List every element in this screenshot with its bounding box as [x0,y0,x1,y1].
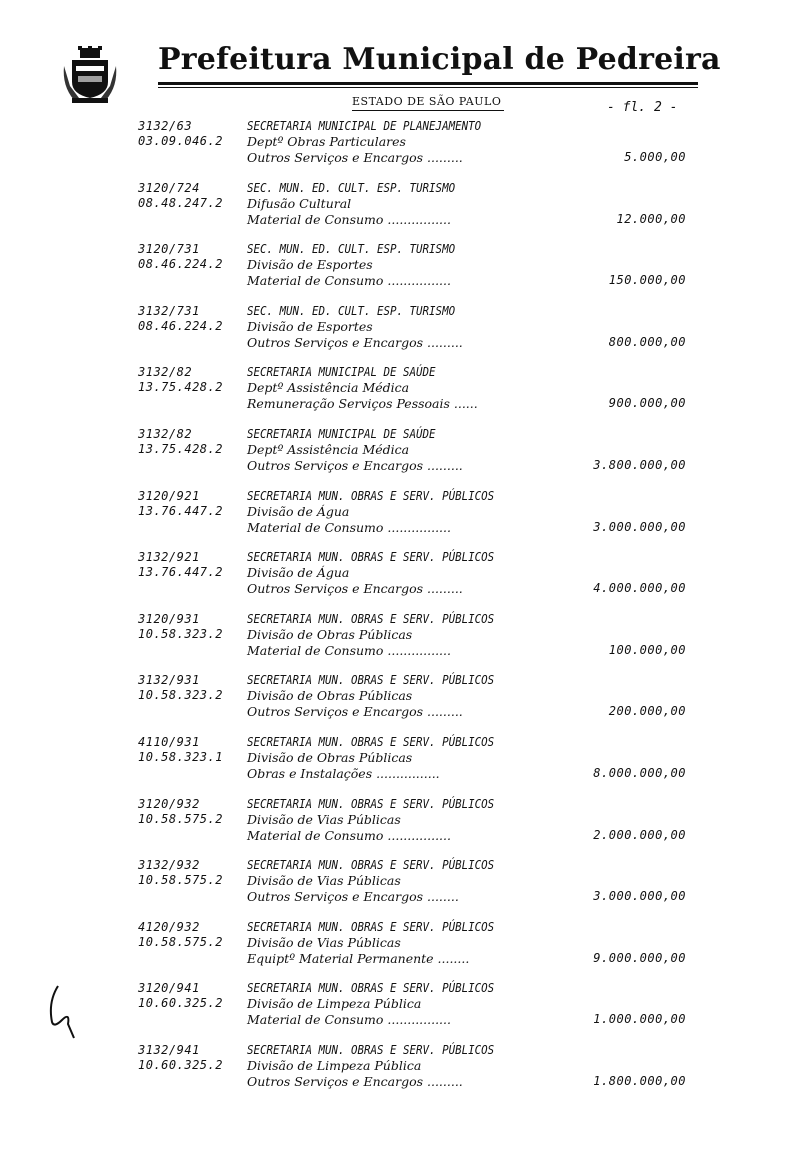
entry-program: 08.48.247.2 [138,195,223,210]
entry-unit: Divisão de Vias Públicas [247,811,401,827]
budget-entry [0,427,800,475]
entry-code: 3132/731 [138,303,200,318]
entry-code: 4120/932 [138,919,200,934]
entry-agency: SECRETARIA MUNICIPAL DE SAÚDE [247,427,436,441]
budget-entry [0,1043,800,1091]
entry-program: 10.58.323.2 [138,626,223,641]
entry-agency: SECRETARIA MUN. OBRAS E SERV. PÚBLICOS [247,673,495,688]
entry-amount: 3.000.000,00 [593,519,686,534]
budget-entry [0,489,800,537]
entry-item: Remuneração Serviços Pessoais ...... [247,396,478,412]
entry-unit: Deptº Assistência Médica [247,380,410,396]
entry-item: Material de Consumo ................ [247,642,451,658]
entry-amount: 1.000.000,00 [593,1012,686,1027]
entry-item: Material de Consumo ................ [247,273,451,289]
entry-item: Material de Consumo ................ [247,211,451,227]
entry-amount: 5.000,00 [624,150,686,164]
budget-entry [0,119,800,167]
entry-amount: 9.000.000,00 [593,950,686,965]
entry-agency: SECRETARIA MUN. OBRAS E SERV. PÚBLICOS [247,735,495,749]
entry-program: 10.58.323.1 [138,750,223,764]
entry-program: 10.60.325.2 [138,1058,223,1072]
entry-unit: Divisão de Obras Públicas [247,688,413,704]
entry-unit: Deptº Assistência Médica [247,442,410,457]
entry-program: 08.46.224.2 [138,318,223,333]
entry-amount: 900.000,00 [608,396,686,411]
entry-agency: SECRETARIA MUN. OBRAS E SERV. PÚBLICOS [247,858,495,873]
entry-program: 13.76.447.2 [138,565,223,580]
entry-amount: 2.000.000,00 [593,827,686,842]
budget-entry [0,365,800,413]
entry-unit: Divisão de Esportes [247,257,373,273]
entry-code: 4110/931 [138,735,200,749]
entry-item: Outros Serviços e Encargos ......... [247,150,463,165]
state-heading: ESTADO DE SÃO PAULO [352,95,502,108]
title-rule-thin [158,87,698,88]
entry-code: 3120/921 [138,488,200,503]
entry-unit: Divisão de Esportes [247,318,373,334]
entry-unit: Divisão de Água [247,503,350,519]
entry-unit: Divisão de Limpeza Pública [247,1058,422,1073]
budget-entry [0,612,800,660]
budget-entry [0,735,800,783]
entry-code: 3132/941 [138,1043,200,1057]
entry-code: 3120/731 [138,242,200,257]
entry-item: Outros Serviços e Encargos ......... [247,334,463,350]
entry-amount: 3.800.000,00 [593,458,686,472]
budget-entry [0,181,800,229]
entry-item: Material de Consumo ................ [247,827,451,843]
entry-code: 3132/63 [138,119,193,133]
budget-entry [0,550,800,598]
budget-entry [0,797,800,845]
budget-entry [0,673,800,721]
entry-program: 10.58.323.2 [138,688,223,703]
entry-unit: Divisão de Limpeza Pública [247,996,422,1012]
entry-item: Outros Serviços e Encargos ......... [247,704,463,720]
entry-agency: SECRETARIA MUNICIPAL DE PLANEJAMENTO [247,119,482,133]
entry-agency: SEC. MUN. ED. CULT. ESP. TURISMO [247,242,456,257]
entry-agency: SECRETARIA MUN. OBRAS E SERV. PÚBLICOS [247,981,495,996]
entry-item: Material de Consumo ................ [247,519,451,535]
entry-amount: 8.000.000,00 [593,766,686,780]
entry-item: Outros Serviços e Encargos ......... [247,581,463,597]
state-underline [352,110,504,111]
entry-code: 3120/941 [138,981,200,996]
entry-unit: Divisão de Vias Públicas [247,934,401,950]
entry-amount: 12.000,00 [616,211,686,226]
entry-code: 3132/82 [138,427,193,441]
entry-code: 3120/724 [138,180,200,195]
entry-code: 3132/921 [138,550,200,565]
entry-amount: 100.000,00 [608,642,686,657]
handwritten-initial [44,982,84,1042]
entry-agency: SECRETARIA MUN. OBRAS E SERV. PÚBLICOS [247,919,495,934]
entry-code: 3132/931 [138,673,200,688]
municipal-crest-icon [62,46,118,104]
entry-amount: 3.000.000,00 [593,889,686,904]
entry-agency: SEC. MUN. ED. CULT. ESP. TURISMO [247,303,456,318]
entry-unit: Divisão de Vias Públicas [247,873,401,889]
entry-amount: 1.800.000,00 [593,1074,686,1088]
budget-entry [0,981,800,1029]
entry-code: 3120/932 [138,796,200,811]
title-rule [158,82,698,85]
entry-program: 08.46.224.2 [138,257,223,272]
entry-item: Outros Serviços e Encargos ........ [247,889,459,905]
page-number: - fl. 2 - [607,100,678,115]
page-title: Prefeitura Municipal de Pedreira [158,42,721,77]
entry-program: 10.60.325.2 [138,996,223,1011]
entry-amount: 150.000,00 [608,273,686,288]
entry-unit: Divisão de Obras Públicas [247,750,413,765]
entry-code: 3132/932 [138,858,200,873]
entry-item: Outros Serviços e Encargos ......... [247,458,463,473]
entry-amount: 4.000.000,00 [593,581,686,596]
entry-item: Material de Consumo ................ [247,1012,451,1028]
budget-entry [0,920,800,968]
entry-code: 3132/82 [138,365,193,380]
entry-program: 10.58.575.2 [138,873,223,888]
entry-amount: 200.000,00 [608,704,686,719]
budget-entry [0,858,800,906]
budget-entry [0,304,800,352]
entry-program: 10.58.575.2 [138,934,223,949]
entry-unit: Difusão Cultural [247,195,352,211]
entry-program: 10.58.575.2 [138,811,223,826]
entry-agency: SECRETARIA MUNICIPAL DE SAÚDE [247,365,436,380]
entry-program: 13.75.428.2 [138,442,223,456]
entry-agency: SECRETARIA MUN. OBRAS E SERV. PÚBLICOS [247,796,495,811]
entry-code: 3120/931 [138,611,200,626]
entry-agency: SECRETARIA MUN. OBRAS E SERV. PÚBLICOS [247,550,495,565]
entry-program: 03.09.046.2 [138,134,223,148]
entry-item: Outros Serviços e Encargos ......... [247,1074,463,1089]
entry-program: 13.76.447.2 [138,503,223,518]
entry-unit: Divisão de Água [247,565,350,581]
entry-unit: Divisão de Obras Públicas [247,626,413,642]
entry-agency: SECRETARIA MUN. OBRAS E SERV. PÚBLICOS [247,1043,495,1057]
entry-amount: 800.000,00 [608,334,686,349]
entry-program: 13.75.428.2 [138,380,223,395]
entry-agency: SECRETARIA MUN. OBRAS E SERV. PÚBLICOS [247,611,495,626]
entry-unit: Deptº Obras Particulares [247,134,406,149]
entry-agency: SECRETARIA MUN. OBRAS E SERV. PÚBLICOS [247,488,495,503]
entry-item: Obras e Instalações ................ [247,766,440,781]
budget-entry [0,242,800,290]
entry-item: Equiptº Material Permanente ........ [247,950,470,966]
entry-agency: SEC. MUN. ED. CULT. ESP. TURISMO [247,180,456,195]
